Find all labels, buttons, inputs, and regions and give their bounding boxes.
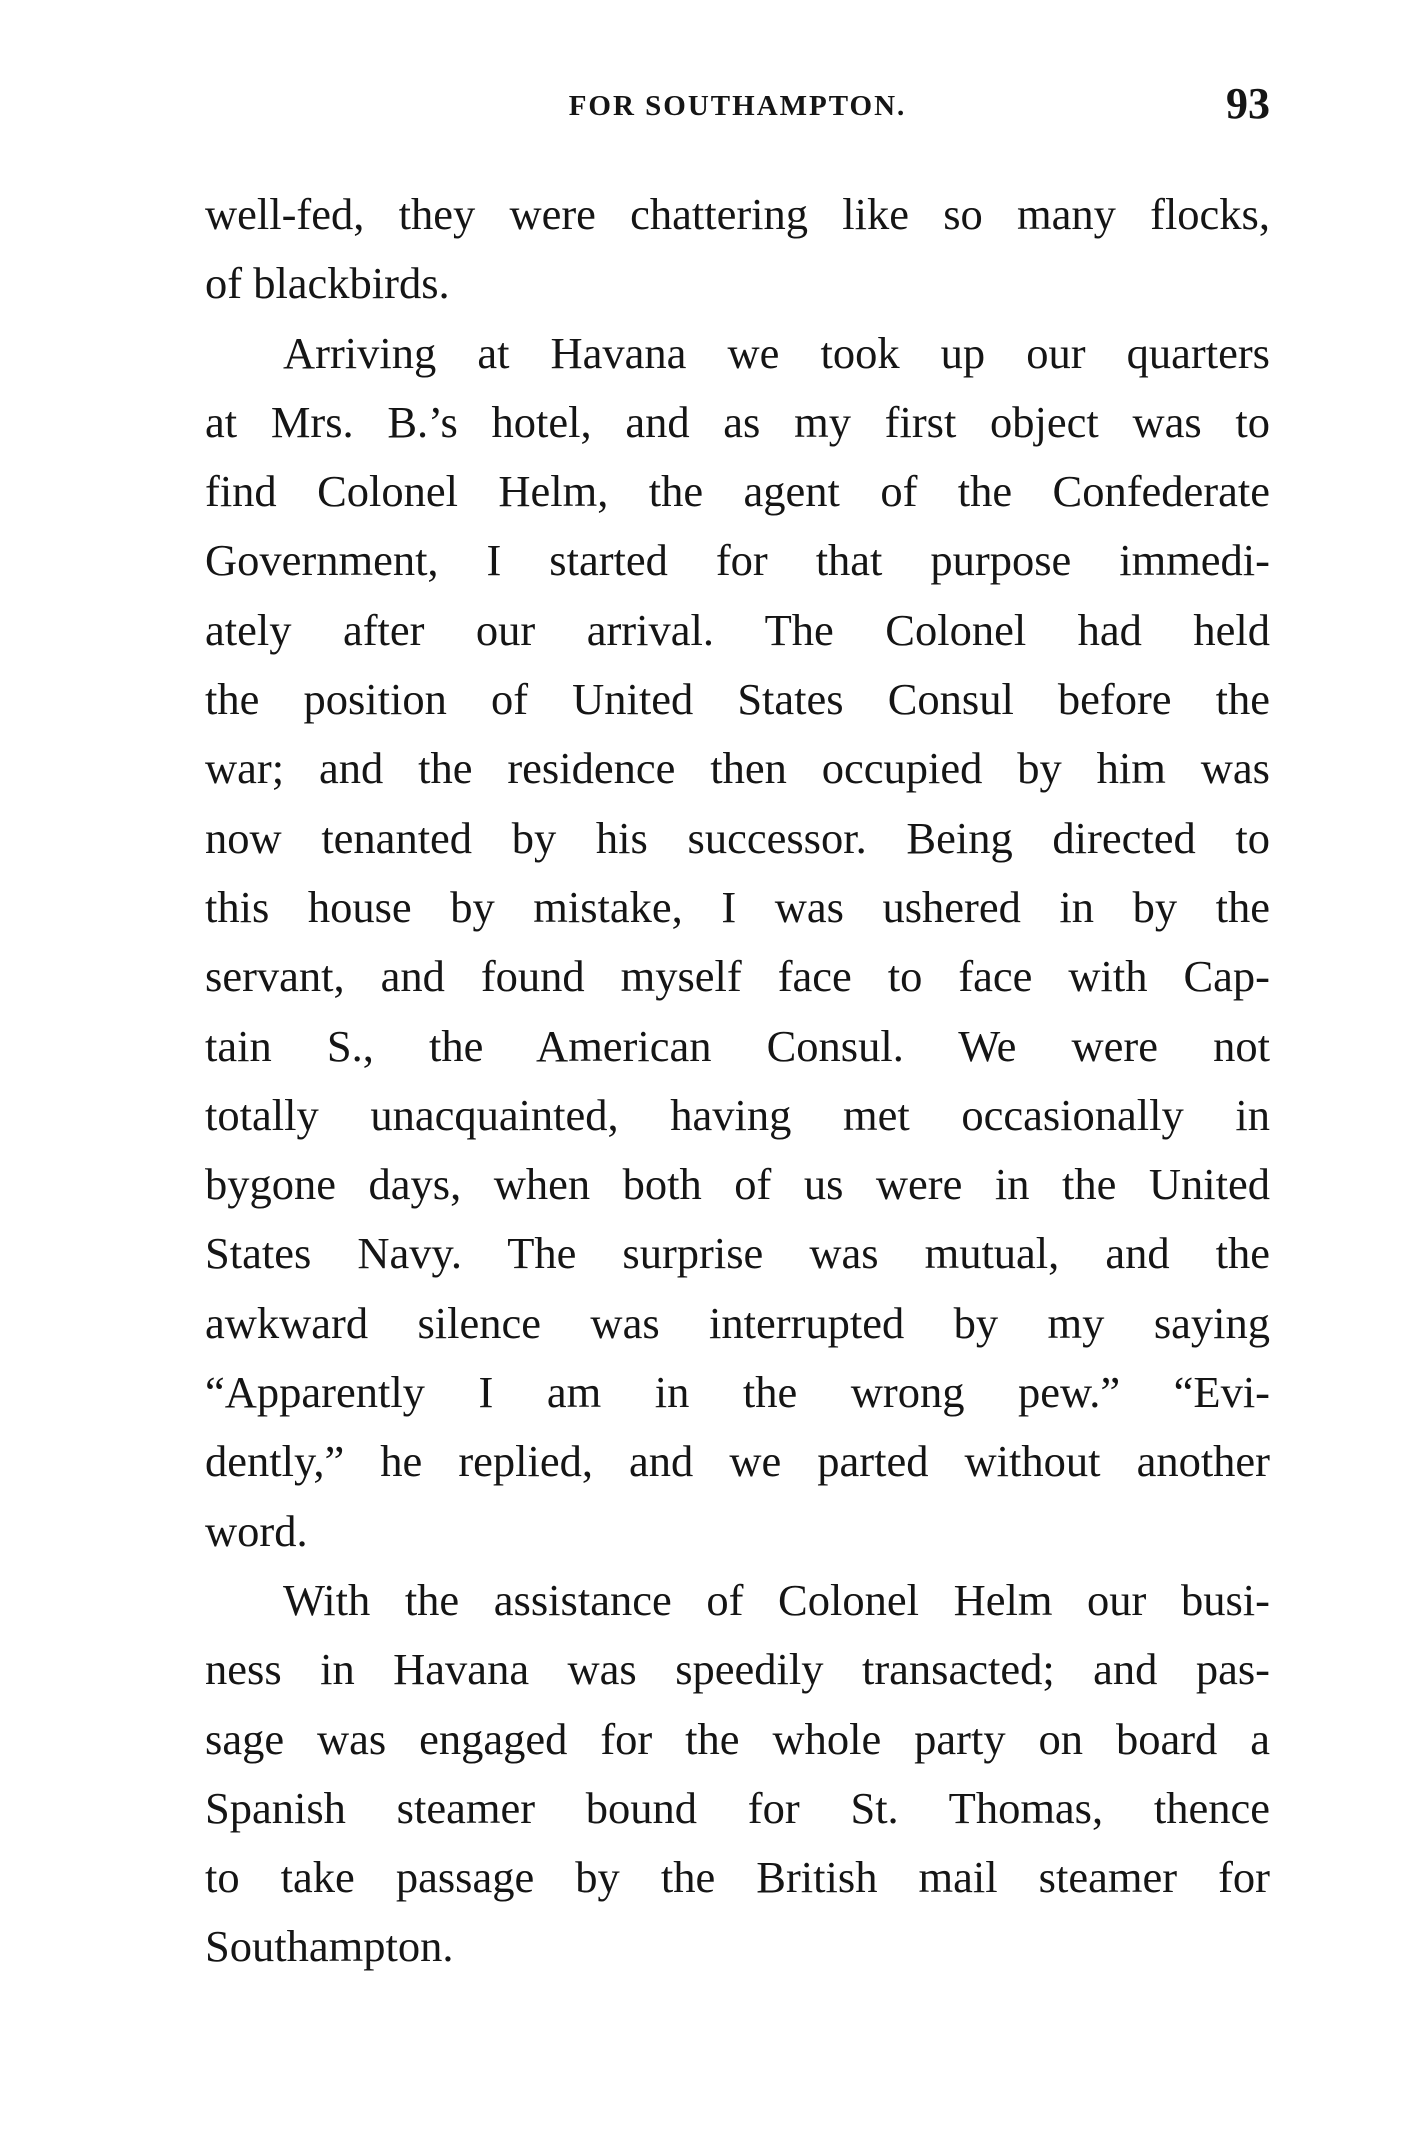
text-line: to take passage by the British mail steamer for (205, 1852, 1270, 1903)
paragraph-3 (205, 1566, 1270, 1982)
text-line: servant, and found myself face to face with Cap- (205, 951, 1270, 1002)
text-line: well-fed, they were chattering like so many flocks, (205, 189, 1270, 239)
text-line: find Colonel Helm, the agent of the Confederate (205, 466, 1270, 517)
page-number: 93 (1226, 79, 1270, 128)
text-line: Arriving at Havana we took up our quarters (283, 327, 1270, 378)
text-line: the position of United States Consul before the (205, 674, 1270, 725)
text-line: ately after our arrival. The Colonel had held (205, 604, 1270, 655)
text-line: bygone days, when both of us were in the United (205, 1159, 1270, 1210)
text-line: ness in Havana was speedily transacted; and pas- (205, 1644, 1270, 1695)
text-line: tain S., the American Consul. We were not (205, 1020, 1270, 1071)
text-line: awkward silence was interrupted by my saying (205, 1297, 1270, 1348)
body-text (205, 180, 1270, 1982)
text-line: of blackbirds. (205, 258, 450, 309)
text-line: war; and the residence then occupied by him was (205, 743, 1270, 794)
paragraph-1 (205, 180, 1270, 319)
running-title: FOR SOUTHAMPTON. (568, 90, 907, 122)
text-line: “Apparently I am in the wrong pew.” “Evi- (205, 1367, 1270, 1418)
text-line: at Mrs. B.’s hotel, and as my first object was to (205, 396, 1270, 447)
text-line: sage was engaged for the whole party on board a (205, 1713, 1270, 1764)
running-header (205, 78, 1270, 138)
text-line: States Navy. The surprise was mutual, and the (205, 1228, 1270, 1279)
text-line: this house by mistake, I was ushered in by the (205, 881, 1270, 932)
paragraph-2 (205, 319, 1270, 1566)
text-line: totally unacquainted, having met occasionally in (205, 1089, 1270, 1140)
text-line: word. (205, 1505, 308, 1556)
text-line: With the assistance of Colonel Helm our busi- (283, 1574, 1270, 1625)
text-line: Spanish steamer bound for St. Thomas, thence (205, 1782, 1270, 1833)
text-line: Southampton. (205, 1921, 454, 1972)
text-line: dently,” he replied, and we parted without another (205, 1436, 1270, 1487)
text-line: now tenanted by his successor. Being directed to (205, 812, 1270, 863)
text-line: Government, I started for that purpose immedi- (205, 535, 1270, 586)
